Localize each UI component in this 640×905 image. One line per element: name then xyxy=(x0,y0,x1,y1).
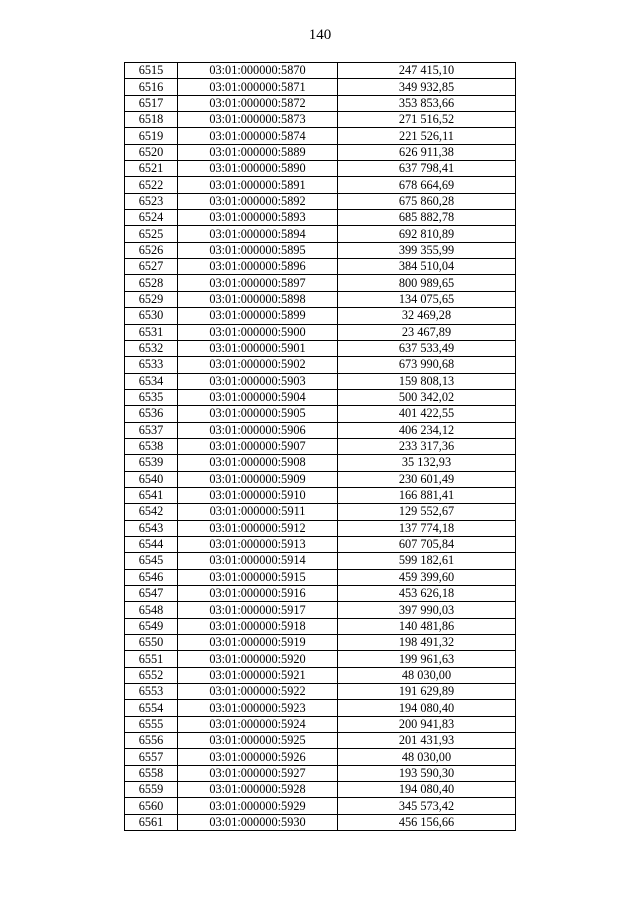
cadastral-number-cell: 03:01:000000:5890 xyxy=(178,161,338,177)
cadastral-value-cell: 247 415,10 xyxy=(338,63,516,79)
row-number-cell: 6560 xyxy=(125,798,178,814)
row-number-cell: 6552 xyxy=(125,667,178,683)
cadastral-number-cell: 03:01:000000:5894 xyxy=(178,226,338,242)
cadastral-number-cell: 03:01:000000:5914 xyxy=(178,553,338,569)
row-number-cell: 6543 xyxy=(125,520,178,536)
cadastral-number-cell: 03:01:000000:5896 xyxy=(178,259,338,275)
row-number-cell: 6540 xyxy=(125,471,178,487)
cadastral-value-cell: 198 491,32 xyxy=(338,635,516,651)
cadastral-value-cell: 194 080,40 xyxy=(338,700,516,716)
cadastral-value-cell: 678 664,69 xyxy=(338,177,516,193)
table-row xyxy=(125,95,516,111)
cadastral-number-cell: 03:01:000000:5928 xyxy=(178,782,338,798)
row-number-cell: 6548 xyxy=(125,602,178,618)
cadastral-value-cell: 193 590,30 xyxy=(338,765,516,781)
cadastral-number-cell: 03:01:000000:5871 xyxy=(178,79,338,95)
cadastral-value-cell: 673 990,68 xyxy=(338,357,516,373)
table-row xyxy=(125,422,516,438)
cadastral-value-cell: 406 234,12 xyxy=(338,422,516,438)
cadastral-number-cell: 03:01:000000:5925 xyxy=(178,733,338,749)
cadastral-value-cell: 221 526,11 xyxy=(338,128,516,144)
cadastral-number-cell: 03:01:000000:5930 xyxy=(178,814,338,830)
table-row xyxy=(125,112,516,128)
cadastral-number-cell: 03:01:000000:5927 xyxy=(178,765,338,781)
cadastral-value-cell: 166 881,41 xyxy=(338,487,516,503)
cadastral-number-cell: 03:01:000000:5895 xyxy=(178,242,338,258)
row-number-cell: 6515 xyxy=(125,63,178,79)
table-row xyxy=(125,63,516,79)
cadastral-number-cell: 03:01:000000:5903 xyxy=(178,373,338,389)
cadastral-value-cell: 626 911,38 xyxy=(338,144,516,160)
row-number-cell: 6554 xyxy=(125,700,178,716)
cadastral-number-cell: 03:01:000000:5907 xyxy=(178,438,338,454)
table-row xyxy=(125,536,516,552)
cadastral-number-cell: 03:01:000000:5912 xyxy=(178,520,338,536)
row-number-cell: 6561 xyxy=(125,814,178,830)
cadastral-number-cell: 03:01:000000:5898 xyxy=(178,291,338,307)
table-row xyxy=(125,700,516,716)
cadastral-value-cell: 129 552,67 xyxy=(338,504,516,520)
table-row xyxy=(125,406,516,422)
row-number-cell: 6520 xyxy=(125,144,178,160)
table-row xyxy=(125,357,516,373)
row-number-cell: 6516 xyxy=(125,79,178,95)
cadastral-number-cell: 03:01:000000:5892 xyxy=(178,193,338,209)
row-number-cell: 6545 xyxy=(125,553,178,569)
cadastral-number-cell: 03:01:000000:5870 xyxy=(178,63,338,79)
table-row xyxy=(125,487,516,503)
table-row xyxy=(125,569,516,585)
table-row xyxy=(125,144,516,160)
table-row xyxy=(125,553,516,569)
cadastral-value-cell: 345 573,42 xyxy=(338,798,516,814)
table-row xyxy=(125,308,516,324)
cadastral-number-cell: 03:01:000000:5889 xyxy=(178,144,338,160)
row-number-cell: 6534 xyxy=(125,373,178,389)
cadastral-value-cell: 384 510,04 xyxy=(338,259,516,275)
cadastral-value-cell: 637 798,41 xyxy=(338,161,516,177)
cadastral-number-cell: 03:01:000000:5909 xyxy=(178,471,338,487)
cadastral-number-cell: 03:01:000000:5917 xyxy=(178,602,338,618)
cadastral-number-cell: 03:01:000000:5904 xyxy=(178,389,338,405)
cadastral-value-cell: 230 601,49 xyxy=(338,471,516,487)
cadastral-value-cell: 456 156,66 xyxy=(338,814,516,830)
row-number-cell: 6527 xyxy=(125,259,178,275)
cadastral-value-cell: 191 629,89 xyxy=(338,684,516,700)
row-number-cell: 6517 xyxy=(125,95,178,111)
row-number-cell: 6535 xyxy=(125,389,178,405)
cadastral-number-cell: 03:01:000000:5908 xyxy=(178,455,338,471)
cadastral-number-cell: 03:01:000000:5918 xyxy=(178,618,338,634)
row-number-cell: 6529 xyxy=(125,291,178,307)
cadastral-number-cell: 03:01:000000:5906 xyxy=(178,422,338,438)
cadastral-number-cell: 03:01:000000:5897 xyxy=(178,275,338,291)
cadastral-number-cell: 03:01:000000:5900 xyxy=(178,324,338,340)
cadastral-number-cell: 03:01:000000:5902 xyxy=(178,357,338,373)
table-row xyxy=(125,275,516,291)
row-number-cell: 6544 xyxy=(125,536,178,552)
row-number-cell: 6557 xyxy=(125,749,178,765)
cadastral-value-cell: 48 030,00 xyxy=(338,749,516,765)
cadastral-number-cell: 03:01:000000:5905 xyxy=(178,406,338,422)
row-number-cell: 6555 xyxy=(125,716,178,732)
cadastral-value-cell: 401 422,55 xyxy=(338,406,516,422)
row-number-cell: 6524 xyxy=(125,210,178,226)
row-number-cell: 6553 xyxy=(125,684,178,700)
cadastral-value-cell: 500 342,02 xyxy=(338,389,516,405)
table-row xyxy=(125,161,516,177)
row-number-cell: 6525 xyxy=(125,226,178,242)
table-row xyxy=(125,226,516,242)
row-number-cell: 6531 xyxy=(125,324,178,340)
table-row xyxy=(125,373,516,389)
cadastral-number-cell: 03:01:000000:5911 xyxy=(178,504,338,520)
table-row xyxy=(125,602,516,618)
cadastral-value-cell: 685 882,78 xyxy=(338,210,516,226)
cadastral-value-cell: 637 533,49 xyxy=(338,340,516,356)
row-number-cell: 6522 xyxy=(125,177,178,193)
row-number-cell: 6556 xyxy=(125,733,178,749)
cadastral-value-cell: 134 075,65 xyxy=(338,291,516,307)
table-row xyxy=(125,586,516,602)
cadastral-number-cell: 03:01:000000:5926 xyxy=(178,749,338,765)
cadastral-value-cell: 194 080,40 xyxy=(338,782,516,798)
table-row xyxy=(125,684,516,700)
cadastral-number-cell: 03:01:000000:5873 xyxy=(178,112,338,128)
cadastral-value-table xyxy=(124,62,516,831)
table-row xyxy=(125,504,516,520)
table-row xyxy=(125,733,516,749)
table-row xyxy=(125,749,516,765)
row-number-cell: 6536 xyxy=(125,406,178,422)
table-row xyxy=(125,765,516,781)
row-number-cell: 6549 xyxy=(125,618,178,634)
cadastral-value-cell: 199 961,63 xyxy=(338,651,516,667)
row-number-cell: 6533 xyxy=(125,357,178,373)
table-row xyxy=(125,340,516,356)
cadastral-value-cell: 459 399,60 xyxy=(338,569,516,585)
cadastral-value-cell: 23 467,89 xyxy=(338,324,516,340)
table-row xyxy=(125,455,516,471)
row-number-cell: 6538 xyxy=(125,438,178,454)
row-number-cell: 6521 xyxy=(125,161,178,177)
cadastral-value-cell: 692 810,89 xyxy=(338,226,516,242)
row-number-cell: 6523 xyxy=(125,193,178,209)
cadastral-number-cell: 03:01:000000:5919 xyxy=(178,635,338,651)
table-row xyxy=(125,324,516,340)
cadastral-value-cell: 159 808,13 xyxy=(338,373,516,389)
table-row xyxy=(125,520,516,536)
table-row xyxy=(125,814,516,830)
cadastral-number-cell: 03:01:000000:5929 xyxy=(178,798,338,814)
cadastral-number-cell: 03:01:000000:5921 xyxy=(178,667,338,683)
cadastral-value-cell: 349 932,85 xyxy=(338,79,516,95)
table-row xyxy=(125,291,516,307)
table-row xyxy=(125,782,516,798)
table-row xyxy=(125,618,516,634)
cadastral-value-cell: 233 317,36 xyxy=(338,438,516,454)
cadastral-value-cell: 599 182,61 xyxy=(338,553,516,569)
cadastral-value-cell: 607 705,84 xyxy=(338,536,516,552)
row-number-cell: 6547 xyxy=(125,586,178,602)
table-row xyxy=(125,210,516,226)
cadastral-value-cell: 35 132,93 xyxy=(338,455,516,471)
cadastral-value-cell: 399 355,99 xyxy=(338,242,516,258)
cadastral-value-cell: 201 431,93 xyxy=(338,733,516,749)
cadastral-value-cell: 675 860,28 xyxy=(338,193,516,209)
table-row xyxy=(125,259,516,275)
table-row xyxy=(125,128,516,144)
table-row xyxy=(125,667,516,683)
cadastral-number-cell: 03:01:000000:5899 xyxy=(178,308,338,324)
row-number-cell: 6551 xyxy=(125,651,178,667)
cadastral-value-cell: 453 626,18 xyxy=(338,586,516,602)
cadastral-number-cell: 03:01:000000:5891 xyxy=(178,177,338,193)
cadastral-value-cell: 32 469,28 xyxy=(338,308,516,324)
table-row xyxy=(125,242,516,258)
table-row xyxy=(125,389,516,405)
table-row xyxy=(125,798,516,814)
cadastral-number-cell: 03:01:000000:5913 xyxy=(178,536,338,552)
row-number-cell: 6541 xyxy=(125,487,178,503)
row-number-cell: 6558 xyxy=(125,765,178,781)
row-number-cell: 6559 xyxy=(125,782,178,798)
row-number-cell: 6539 xyxy=(125,455,178,471)
cadastral-value-cell: 353 853,66 xyxy=(338,95,516,111)
row-number-cell: 6526 xyxy=(125,242,178,258)
table-row xyxy=(125,193,516,209)
table-row xyxy=(125,471,516,487)
row-number-cell: 6550 xyxy=(125,635,178,651)
table-body xyxy=(125,63,516,831)
row-number-cell: 6542 xyxy=(125,504,178,520)
cadastral-number-cell: 03:01:000000:5901 xyxy=(178,340,338,356)
cadastral-value-cell: 397 990,03 xyxy=(338,602,516,618)
cadastral-number-cell: 03:01:000000:5910 xyxy=(178,487,338,503)
cadastral-value-cell: 271 516,52 xyxy=(338,112,516,128)
row-number-cell: 6537 xyxy=(125,422,178,438)
row-number-cell: 6532 xyxy=(125,340,178,356)
cadastral-number-cell: 03:01:000000:5924 xyxy=(178,716,338,732)
cadastral-number-cell: 03:01:000000:5923 xyxy=(178,700,338,716)
cadastral-number-cell: 03:01:000000:5922 xyxy=(178,684,338,700)
cadastral-number-cell: 03:01:000000:5915 xyxy=(178,569,338,585)
cadastral-value-cell: 48 030,00 xyxy=(338,667,516,683)
cadastral-number-cell: 03:01:000000:5920 xyxy=(178,651,338,667)
cadastral-value-cell: 137 774,18 xyxy=(338,520,516,536)
cadastral-value-cell: 140 481,86 xyxy=(338,618,516,634)
row-number-cell: 6530 xyxy=(125,308,178,324)
row-number-cell: 6528 xyxy=(125,275,178,291)
table-row xyxy=(125,177,516,193)
table-row xyxy=(125,651,516,667)
cadastral-number-cell: 03:01:000000:5872 xyxy=(178,95,338,111)
cadastral-value-cell: 800 989,65 xyxy=(338,275,516,291)
table-row xyxy=(125,716,516,732)
table-row xyxy=(125,635,516,651)
cadastral-number-cell: 03:01:000000:5916 xyxy=(178,586,338,602)
page-number: 140 xyxy=(308,27,332,43)
row-number-cell: 6519 xyxy=(125,128,178,144)
cadastral-value-cell: 200 941,83 xyxy=(338,716,516,732)
row-number-cell: 6518 xyxy=(125,112,178,128)
cadastral-number-cell: 03:01:000000:5874 xyxy=(178,128,338,144)
table-row xyxy=(125,79,516,95)
cadastral-number-cell: 03:01:000000:5893 xyxy=(178,210,338,226)
table-row xyxy=(125,438,516,454)
row-number-cell: 6546 xyxy=(125,569,178,585)
